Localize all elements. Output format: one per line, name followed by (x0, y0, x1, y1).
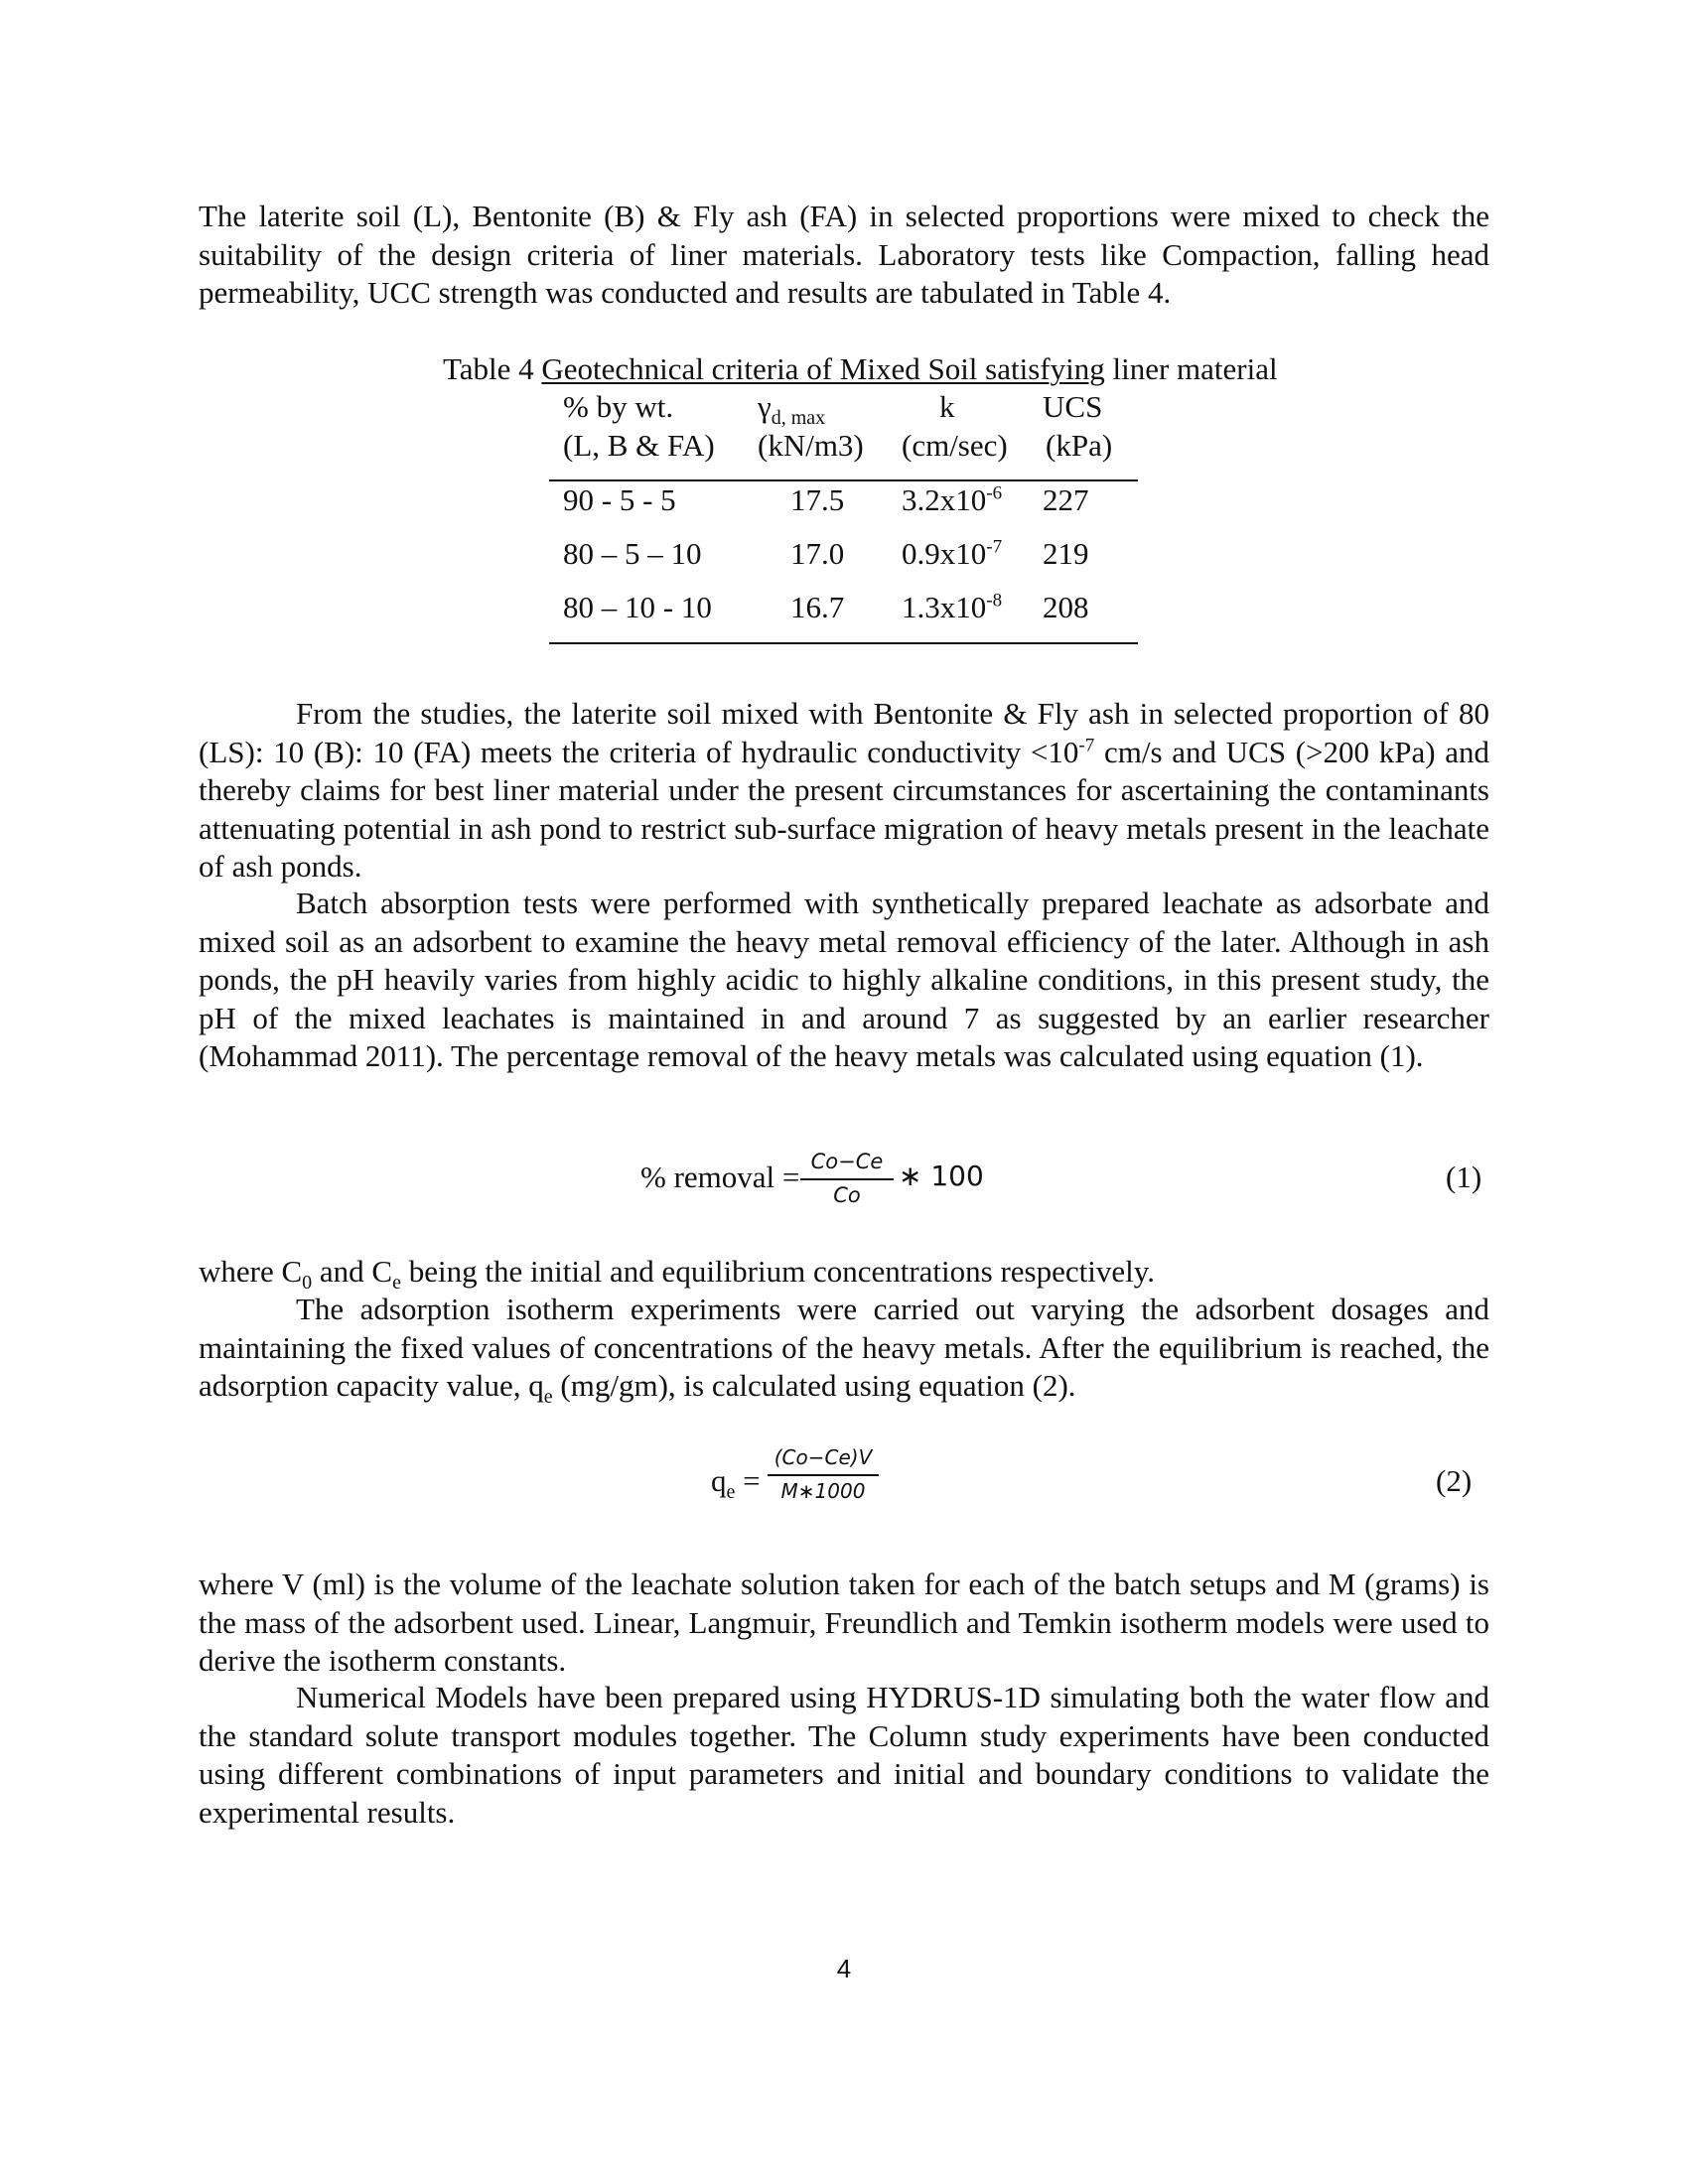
table-header-rule (549, 479, 1138, 481)
equation-1-denominator: Co (833, 1183, 861, 1207)
caption-label: Table 4 (443, 351, 542, 386)
equation-1-tail: ∗ 100 (899, 1160, 984, 1192)
header-k: k (939, 389, 955, 424)
equation-2-numerator: (Co−Ce)V (774, 1445, 873, 1469)
table-row-1-mix: 90 - 5 - 5 (563, 482, 676, 517)
page-number: 4 (836, 1954, 852, 1983)
table-row-3-ucs: 208 (1043, 590, 1089, 624)
paragraph-isotherm: The adsorption isotherm experiments were carried out varying the adsorbent dosages and maintaining the fixed values of concentrations of the heavy metals. After the equilibrium is reached, the adsorption capacity value, $q_e$ (mg/gm), is calculated using equation (2). (199, 1292, 1489, 1409)
table-row-3-k: $1.3x10^{-8}$ (902, 590, 1003, 624)
table-row-1-ucs: 227 (1043, 482, 1089, 517)
equation-1-fraction-bar (800, 1178, 894, 1180)
paragraph-intro: The laterite soil (L), Bentonite (B) & Fly ash (FA) in selected proportions were mixed to check the suitability of the design criteria of liner materials. Laboratory tests like Compaction, falling head permeability, UCC strength was conducted and results are tabulated in Table 4. (199, 199, 1489, 310)
equation-2-number: (2) (1436, 1463, 1473, 1498)
header-k-unit: (cm/sec) (902, 428, 1008, 463)
table-bottom-rule (549, 642, 1138, 644)
table-row-3-gamma: 16.7 (790, 590, 845, 624)
table-caption (443, 351, 1278, 387)
table-row-2-ucs: 219 (1043, 536, 1089, 571)
paragraph-batch-tests: Batch absorption tests were performed with synthetically prepared leachate as adsorbate and mixed soil as an adsorbent to examine the heavy metal removal efficiency of the later. Although in ash ponds, the pH heavily varies from highly acidic to highly alkaline conditions, in this present study, the pH of the mixed leachates is maintained in and around 7 as suggested by an earlier researcher (Mohammad 2011). The percentage removal of the heavy metals was calculated using equation (1). (199, 886, 1489, 1073)
header-ucs: UCS (1043, 389, 1103, 424)
paragraph-numerical-models: Numerical Models have been prepared using HYDRUS-1D simulating both the water flow and the standard solute transport modules together. The Column study experiments have been conducted using different combinations of input parameters and initial and boundary conditions to validate the experimental results. (199, 1680, 1489, 1830)
header-mix-line1: % by wt. (563, 389, 674, 424)
header-gamma: $\gamma_{d, max}$ (758, 389, 826, 430)
table-row-1-gamma: 17.5 (790, 482, 845, 517)
equation-1-number: (1) (1446, 1160, 1482, 1194)
header-mix-line2: (L, B & FA) (563, 428, 715, 463)
table-row-2-k: $0.9x10^{-7}$ (902, 536, 1003, 571)
table-row-2-gamma: 17.0 (790, 536, 845, 571)
header-ucs-unit: (kPa) (1046, 428, 1113, 463)
equation-2-lhs: $q_e$ = (711, 1463, 761, 1504)
header-gamma-unit: (kN/m3) (758, 428, 864, 463)
paragraph-where-c: where $C_0$ and $C_e$ being the initial and equilibrium concentrations respectively. (199, 1254, 1155, 1295)
equation-2-fraction-bar (768, 1474, 879, 1476)
equation-1-lhs: % removal = (640, 1160, 800, 1194)
table-row-1-k: $3.2x10^{-6}$ (902, 482, 1003, 517)
caption-rest: liner material (1104, 351, 1278, 386)
table-row-3-mix: 80 – 10 - 10 (563, 590, 712, 624)
equation-2-denominator: M∗1000 (780, 1479, 866, 1503)
paragraph-findings: From the studies, the laterite soil mixed with Bentonite & Fly ash in selected proportion of 80 (LS): 10 (B): 10 (FA) meets the criteria of hydraulic conductivity $<10^{-7}$ cm/s and UCS (>200 kPa) and thereby claims for best liner material under the present circumstances for ascertaining the contaminants attenuating potential in ash pond to restrict sub-surface migration of heavy metals present in the leachate of ash ponds. (199, 696, 1489, 884)
equation-1-numerator: Co−Ce (810, 1150, 884, 1173)
caption-underlined: Geotechnical criteria of Mixed Soil satisfying (541, 351, 1105, 386)
paragraph-where-v: where V (ml) is the volume of the leachate solution taken for each of the batch setups and M (grams) is the mass of the adsorbent used. Linear, Langmuir, Freundlich and Temkin isotherm models were used to derive the isotherm constants. (199, 1567, 1489, 1678)
table-row-2-mix: 80 – 5 – 10 (563, 536, 702, 571)
